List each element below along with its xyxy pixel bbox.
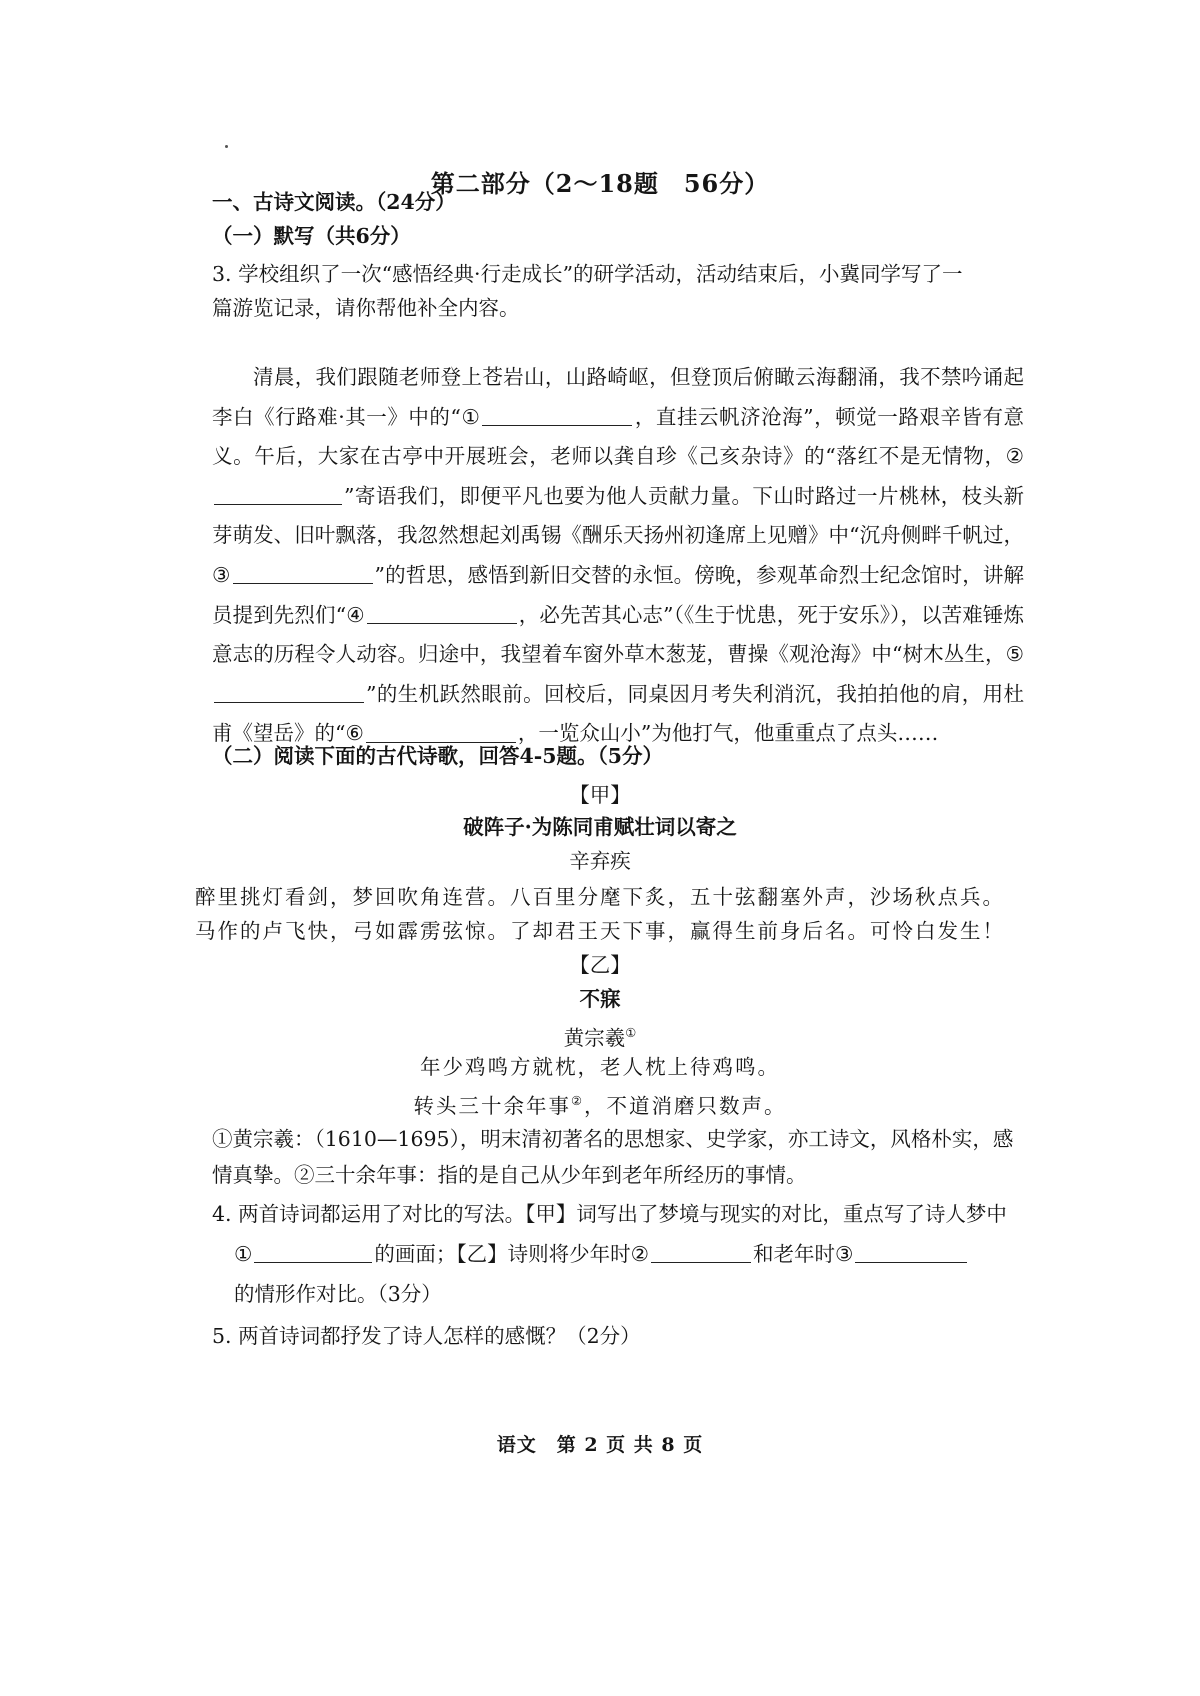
footnote-1: ①黄宗羲：（1610—1695），明末清初著名的思想家、史学家，亦工诗文，风格朴实，感 [212,1127,1014,1151]
poem-b-line2-b: ，不道消磨只数声。 [584,1093,787,1118]
q4-text-b: 和老年时 [753,1242,836,1266]
q4-line2 [234,1234,1046,1274]
blank-marker-6: ⑥ [345,721,364,746]
fill-blank-3[interactable] [233,563,373,585]
blank-marker-5: ⑤ [1005,642,1024,667]
footnote-mark-2: ② [570,1094,585,1108]
q5-question: 5. 两首诗词都抒发了诗人怎样的感慨？（2分） [212,1324,641,1348]
part-title: 第二部分（2～18题 56分） [430,169,770,198]
footnote-mark-1: ① [625,1026,637,1040]
fill-blank-5[interactable] [214,682,364,704]
subsection-poetry-reading: （二）阅读下面的古代诗歌，回答4-5题。（5分） [212,744,664,768]
fill-blank-4[interactable] [367,603,517,625]
footnote-2: 情真挚。②三十余年事：指的是自己从少年到老年所经历的事情。 [212,1163,807,1187]
passage-text: ，必先苦其心志”（《生于忧患，死于安乐》），以苦难锤炼意志的历程令人动容。归途中，我望着车窗外草木葱茏，曹操《观沧海》中“树木丛生， [212,602,1024,667]
section-heading-poetry: 一、古诗文阅读。（24分） [212,190,456,214]
passage-text: ”的生机跃然眼前。回校后，同桌因月考失利消沉，我拍拍他的肩，用杜甫《望岳》的“ [212,681,1024,746]
q4-line1: 4. 两首诗词都运用了对比的写法。【甲】词写出了梦境与现实的对比，重点写了诗人梦中 [212,1202,1007,1226]
blank-marker-q4-1: ① [234,1242,253,1266]
passage-text: ，直挂云帆济沧海”，顿觉一路艰辛皆有意义。午后，大家在古亭中开展班会，老师以龚自珍《己亥杂诗》的“落红不是无情物， [212,404,1024,469]
passage-text: ，一览众山小”为他打气，他重重点了点头…… [517,721,939,746]
fill-blank-1[interactable] [482,405,632,427]
blank-marker-q4-3: ③ [835,1242,854,1266]
poem-b-tag: 【乙】 [569,953,631,977]
fill-blank-2[interactable] [214,484,342,506]
poem-b-author-name: 黄宗羲 [563,1025,626,1050]
page-footer: 语文 第 2 页 共 8 页 [496,1434,704,1456]
passage-text: ”寄语我们，即便平凡也要为他人贡献力量。下山时路过一片桃林，枝头新芽萌发、旧叶飘落，我忽然想起刘禹锡《酬乐天扬州初逢席上见赠》中“沉舟侧畔千帆过， [212,483,1024,548]
poem-a-line2: 马作的卢飞快，弓如霹雳弦惊。了却君王天下事，赢得生前身后名。可怜白发生！ [195,919,1005,943]
blank-marker-4: ④ [346,602,365,627]
q3-travel-passage [212,358,1024,754]
poem-a-tag: 【甲】 [569,783,631,807]
passage-text: 清晨，我们跟随老师登上苍岩山，山路崎岖，但登顶后俯瞰云海翻涌，我不禁吟诵起李白《行路难·其一》中的“ [212,365,1024,429]
poem-b-line2-a: 转头三十余年事 [413,1093,571,1118]
poem-b-line1: 年少鸡鸣方就枕，老人枕上待鸡鸣。 [420,1055,780,1079]
passage-text: ”的哲思，感悟到新旧交替的永恒。傍晚，参观革命烈士纪念馆时，讲解员提到先烈们“ [212,562,1024,627]
q3-prompt-line1: 3. 学校组织了一次“感悟经典·行走成长”的研学活动，活动结束后，小冀同学写了一 [212,262,963,286]
poem-a-line1: 醉里挑灯看剑，梦回吹角连营。八百里分麾下炙，五十弦翻塞外声，沙场秋点兵。 [195,885,1005,909]
blank-marker-q4-2: ② [630,1242,650,1266]
q4-line3: 的情形作对比。（3分） [234,1282,442,1306]
scan-speck [225,145,228,148]
poem-a-title: 破阵子·为陈同甫赋壮词以寄之 [463,815,737,839]
blank-marker-2: ② [1005,444,1024,469]
blank-marker-3: ③ [212,562,231,587]
subsection-dictation: （一）默写（共6分） [212,224,411,248]
blank-marker-1: ① [460,404,481,429]
poem-a-author: 辛弃疾 [569,849,631,873]
q4-fill-blank-1[interactable] [254,1242,372,1264]
q4-fill-blank-3[interactable] [855,1242,967,1264]
poem-b-author [0,1016,1200,1055]
poem-b-line2 [0,1084,1200,1123]
poem-b-title: 不寐 [579,987,621,1011]
q4-text-a: 的画面；【乙】诗则将少年时 [374,1242,631,1266]
q3-prompt-line2: 篇游览记录，请你帮他补全内容。 [212,296,520,320]
q4-fill-blank-2[interactable] [651,1242,751,1264]
